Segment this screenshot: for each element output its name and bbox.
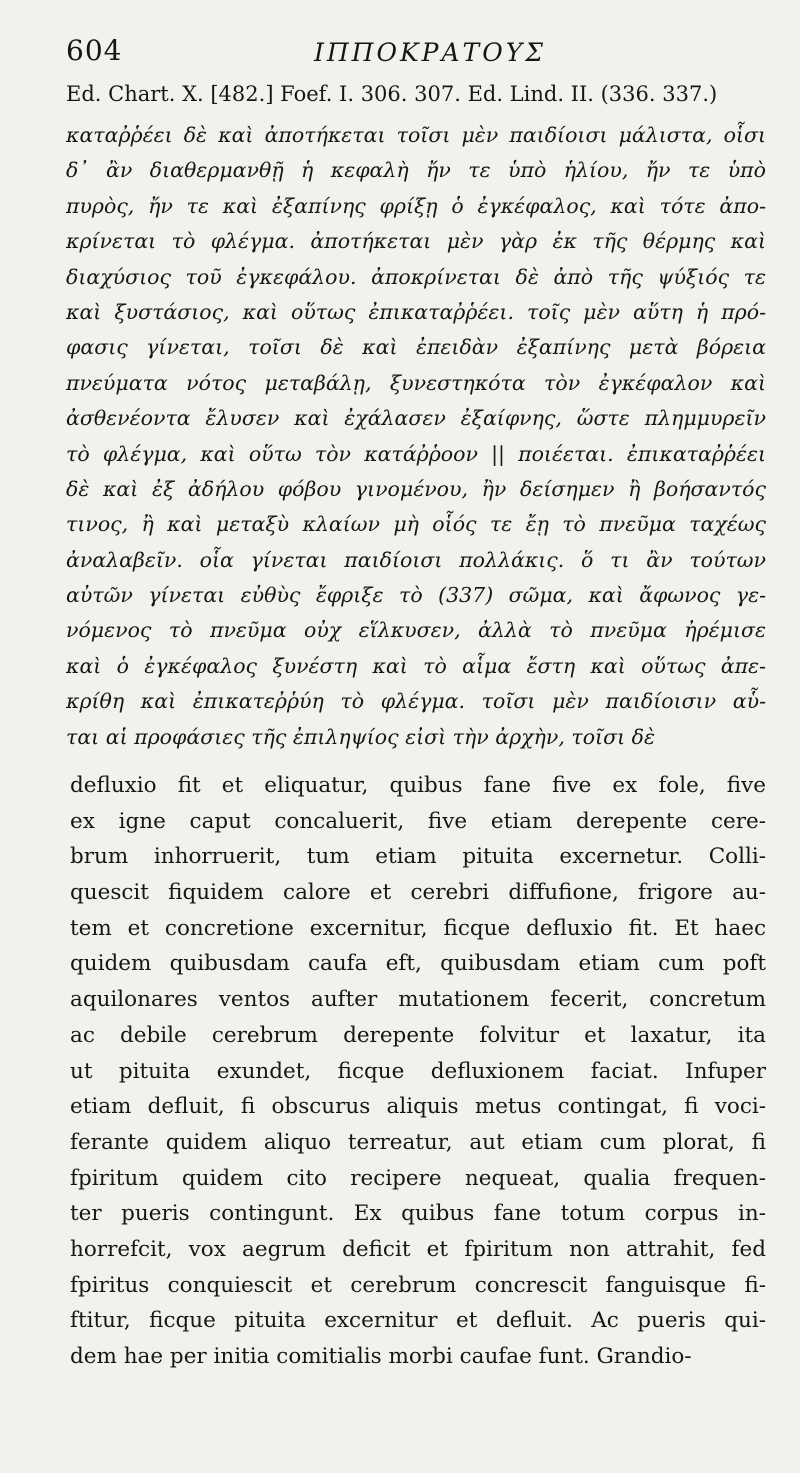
latin-line: ut pituita exundet, ficque defluxionem faciat. Infuper [70, 1058, 766, 1084]
page-header [66, 30, 756, 70]
greek-line: διαχύσιος τοῦ ἐγκεφάλου. ἀποκρίνεται δὲ ἀπὸ τῆς ψύξιός τε [66, 264, 766, 289]
latin-line: horrefcit, vox aegrum deficit et fpiritum non attrahit, fed [70, 1236, 766, 1262]
greek-line: πνεύματα νότος μεταβάλῃ, ξυνεστηκότα τὸν ἐγκέφαλον καὶ [66, 370, 766, 395]
latin-line: dem hae per initia comitialis morbi caufae funt. Grandio- [70, 1344, 692, 1369]
edition-reference-line: Ed. Chart. X. [482.] Foef. I. 306. 307. Ed. Lind. II. (336. 337.) [66, 82, 718, 106]
greek-text-block [66, 118, 766, 755]
latin-line: fpiritus conquiescit et cerebrum concrescit fanguisque fi- [70, 1272, 766, 1298]
greek-line: δ᾽ ἂν διαθερμανθῇ ἡ κεφαλὴ ἤν τε ὑπὸ ἡλίου, ἤν τε ὑπὸ [66, 158, 766, 183]
greek-line: τινος, ἢ καὶ μεταξὺ κλαίων μὴ οἷός τε ἔῃ τὸ πνεῦμα ταχέως [66, 512, 766, 537]
greek-line: καταῤῥέει δὲ καὶ ἀποτήκεται τοῖσι μὲν παιδίοισι μάλιστα, οἷσι [66, 123, 766, 147]
latin-line: fpiritum quidem cito recipere nequeat, qualia frequen- [70, 1165, 766, 1191]
latin-line: ter pueris contingunt. Ex quibus fane totum corpus in- [70, 1201, 766, 1227]
greek-line: ἀσθενέοντα ἔλυσεν καὶ ἐχάλασεν ἐξαίφνης, ὥστε πλημμυρεῖν [66, 406, 766, 431]
greek-line: πυρὸς, ἤν τε καὶ ἐξαπίνης φρίξῃ ὁ ἐγκέφαλος, καὶ τότε ἀπο- [66, 193, 766, 218]
latin-line: ftitur, ficque pituita excernitur et defluit. Ac pueris qui- [70, 1308, 766, 1334]
greek-line: κρίθη καὶ ἐπικατεῤῥύη τὸ φλέγμα. τοῖσι μὲν παιδίοισιν αὗ- [66, 689, 766, 714]
latin-line: ferante quidem aliquo terreatur, aut etiam cum plorat, fi [70, 1129, 766, 1155]
latin-text-block [70, 768, 766, 1375]
greek-line: κρίνεται τὸ φλέγμα. ἀποτήκεται μὲν γὰρ ἐκ τῆς θέρμης καὶ [66, 229, 766, 254]
running-title: ΙΠΠΟΚΡΑΤΟΥΣ [314, 38, 546, 67]
greek-line: αὐτῶν γίνεται εὐθὺς ἔφριξε τὸ (337) σῶμα, καὶ ἄφωνος γε- [66, 583, 766, 608]
greek-line: ἀναλαβεῖν. οἷα γίνεται παιδίοισι πολλάκις. ὅ τι ἂν τούτων [66, 547, 766, 572]
latin-line: quidem quibusdam caufa eft, quibusdam etiam cum poft [70, 951, 766, 977]
greek-line: δὲ καὶ ἐξ ἀδήλου φόβου γινομένου, ἢν δείσημεν ἢ βοήσαντός [66, 476, 766, 501]
latin-line: ac debile cerebrum derepente folvitur et laxatur, ita [70, 1022, 766, 1048]
latin-line: quescit fiquidem calore et cerebri diffufione, frigore au- [70, 880, 766, 906]
latin-line: aquilonares ventos aufter mutationem fecerit, concretum [70, 987, 766, 1013]
latin-line: brum inhorruerit, tum etiam pituita excernetur. Colli- [70, 844, 766, 870]
greek-line: καὶ ὁ ἐγκέφαλος ξυνέστη καὶ τὸ αἷμα ἔστη καὶ οὕτως ἀπε- [66, 653, 766, 678]
page-number: 604 [66, 34, 123, 67]
greek-line: φασις γίνεται, τοῖσι δὲ καὶ ἐπειδὰν ἐξαπίνης μετὰ βόρεια [66, 335, 766, 360]
greek-line: νόμενος τὸ πνεῦμα οὐχ εἵλκυσεν, ἀλλὰ τὸ πνεῦμα ἠρέμισε [66, 618, 766, 643]
latin-line: defluxio fit et eliquatur, quibus fane five ex fole, five [70, 773, 766, 798]
greek-line: ται αἱ προφάσιες τῆς ἐπιληψίος εἰσὶ τὴν ἀρχὴν, τοῖσι δὲ [66, 724, 655, 749]
latin-line: etiam defluit, fi obscurus aliquis metus contingat, fi voci- [70, 1094, 766, 1120]
greek-line: καὶ ξυστάσιος, καὶ οὕτως ἐπικαταῤῥέει. τοῖς μὲν αὕτη ἡ πρό- [66, 299, 766, 324]
greek-line: τὸ φλέγμα, καὶ οὕτω τὸν κατάῤῥοον || ποιέεται. ἐπικαταῤῥέει [66, 441, 766, 466]
latin-line: ex igne caput concaluerit, five etiam derepente cere- [70, 808, 766, 834]
latin-line: tem et concretione excernitur, ficque defluxio fit. Et haec [70, 915, 766, 941]
